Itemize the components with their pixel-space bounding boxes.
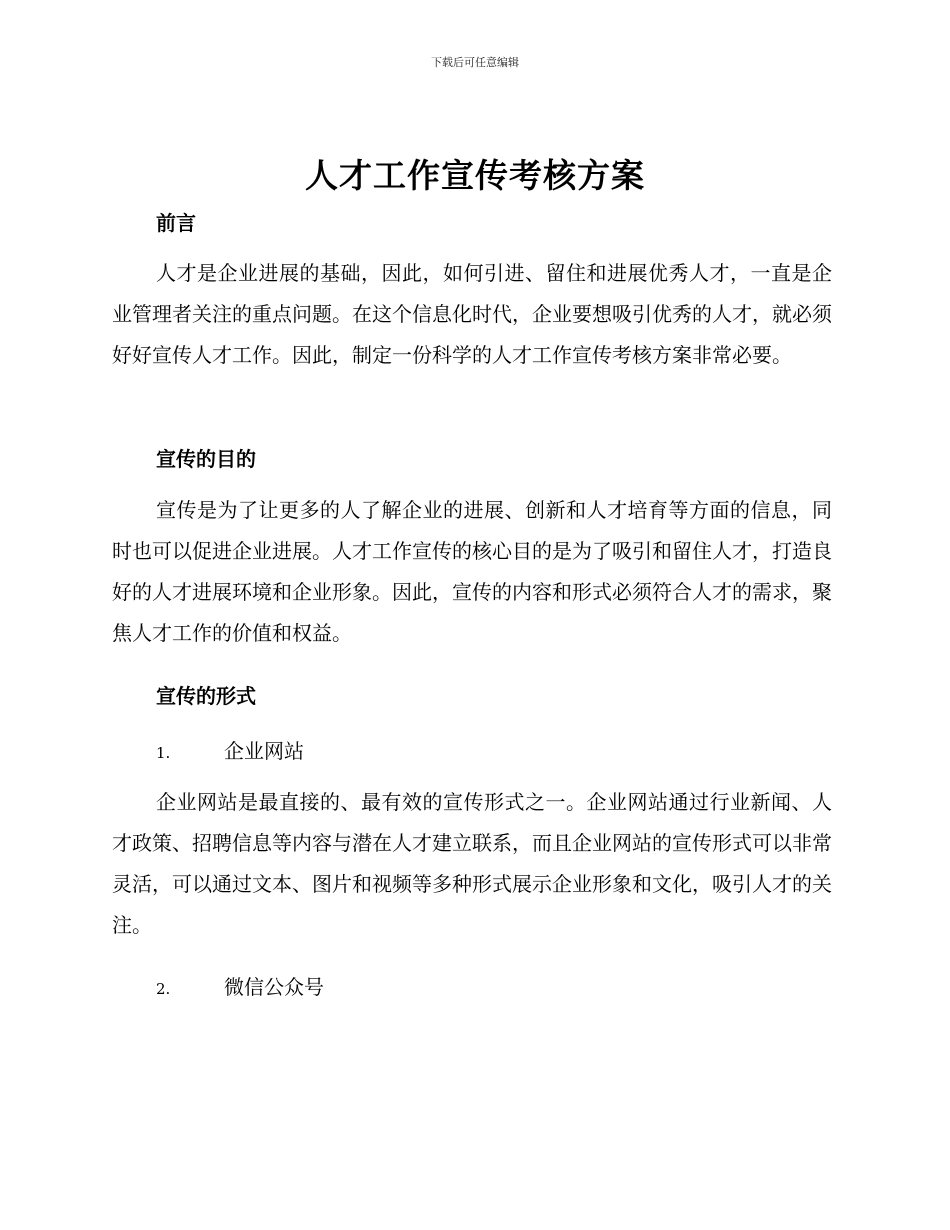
list-item-website bbox=[156, 735, 304, 764]
document-title: 人才工作宣传考核方案 bbox=[305, 156, 645, 195]
section-heading-purpose: 宣传的目的 bbox=[156, 447, 256, 471]
website-paragraph: 企业网站是最直接的、最有效的宣传形式之一。企业网站通过行业新闻、人才政策、招聘信息等内容与潜在人才建立联系，而且企业网站的宣传形式可以非常灵活，可以通过文本、图片和视频等多种形式展示企业形象和文化，吸引人才的关注。 bbox=[112, 790, 832, 937]
purpose-paragraph: 宣传是为了让更多的人了解企业的进展、创新和人才培育等方面的信息，同时也可以促进企业进展。人才工作宣传的核心目的是为了吸引和留住人才，打造良好的人才进展环境和企业形象。因此，宣传的内容和形式必须符合人才的需求，聚焦人才工作的价值和权益。 bbox=[112, 498, 832, 645]
section-heading-forms: 宣传的形式 bbox=[156, 684, 256, 708]
list-label: 企业网站 bbox=[224, 739, 304, 763]
list-number: 2. bbox=[156, 980, 171, 998]
list-number: 1. bbox=[156, 744, 171, 762]
section-heading-preface: 前言 bbox=[156, 211, 196, 235]
list-label: 微信公众号 bbox=[224, 975, 324, 999]
list-item-wechat bbox=[156, 971, 324, 1000]
preface-paragraph: 人才是企业进展的基础，因此，如何引进、留住和进展优秀人才，一直是企业管理者关注的重点问题。在这个信息化时代，企业要想吸引优秀的人才，就必须好好宣传人才工作。因此，制定一份科学的人才工作宣传考核方案非常必要。 bbox=[112, 261, 832, 367]
page-header-note: 下载后可任意编辑 bbox=[431, 56, 519, 69]
